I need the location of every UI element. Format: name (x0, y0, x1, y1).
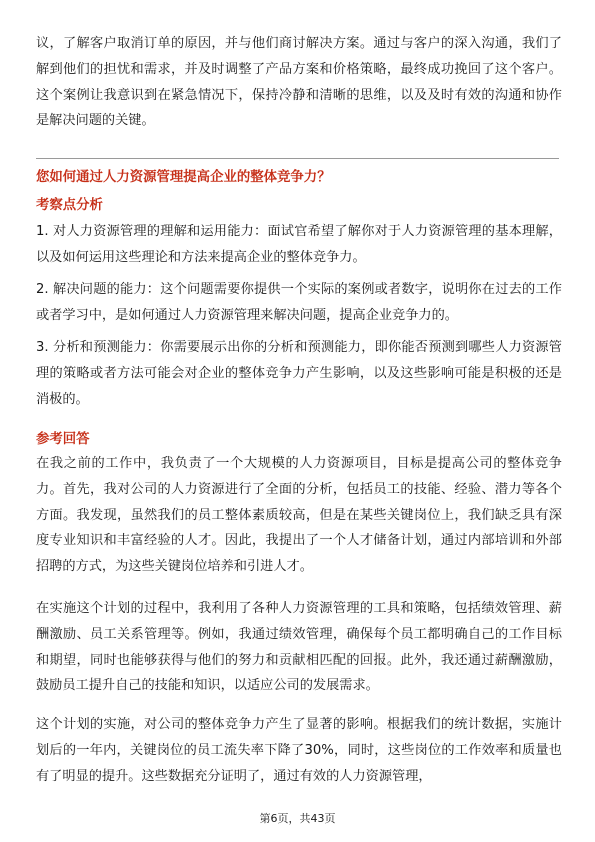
analysis-heading: 考察点分析 (36, 198, 103, 213)
intro-paragraph: 议，了解客户取消订单的原因，并与他们商讨解决方案。通过与客户的深入沟通，我们了解到他们的担忧和需求，并及时调整了产品方案和价格策略，最终成功挽回了这个客户。这个案例让我意识到在紧急情况下，保持冷静和清晰的思维，以及及时有效的沟通和协作是解决问题的关键。 (36, 36, 562, 129)
question-title: 您如何通过人力资源管理提高企业的整体竞争力？ (36, 170, 331, 185)
answer-paragraph-1: 在我之前的工作中，我负责了一个大规模的人力资源项目，目标是提高公司的整体竞争力。首先，我对公司的人力资源进行了全面的分析，包括员工的技能、经验、潜力等各个方面。我发现，虽然我们的员工整体素质较高，但是在某些关键岗位上，我们缺乏具有深度专业知识和丰富经验的人才。因此，我提出了一个人才储备计划，通过内部培训和外部招聘的方式，为这些关键岗位培养和引进人才。 (36, 456, 562, 575)
analysis-item-3: 3. 分析和预测能力：你需要展示出你的分析和预测能力，即你能否预测到哪些人力资源管理的策略或者方法可能会对企业的整体竞争力产生影响，以及这些影响可能是积极的还是消极的。 (36, 340, 562, 407)
analysis-item-2: 2. 解决问题的能力：这个问题需要你提供一个实际的案例或者数字，说明你在过去的工作或者学习中，是如何通过人力资源管理来解决问题，提高企业竞争力的。 (36, 282, 562, 323)
page-number-footer: 第6页，共43页 (259, 812, 336, 825)
answer-paragraph-2: 在实施这个计划的过程中，我利用了各种人力资源管理的工具和策略，包括绩效管理、薪酬激励、员工关系管理等。例如，我通过绩效管理，确保每个员工都明确自己的工作目标和期望，同时也能够获得与他们的努力和贡献相匹配的回报。此外，我还通过薪酬激励，鼓励员工提升自己的技能和知识，以适应公司的发展需求。 (36, 601, 562, 694)
section-divider (36, 158, 559, 159)
analysis-item-1: 1. 对人力资源管理的理解和运用能力：面试官希望了解你对于人力资源管理的基本理解，以及如何运用这些理论和方法来提高企业的整体竞争力。 (36, 224, 562, 265)
answer-heading: 参考回答 (36, 432, 90, 447)
answer-paragraph-3: 这个计划的实施，对公司的整体竞争力产生了显著的影响。根据我们的统计数据，实施计划后的一年内，关键岗位的员工流失率下降了30%，同时，这些岗位的工作效率和质量也有了明显的提升。这些数据充分证明了，通过有效的人力资源管理， (36, 717, 562, 784)
